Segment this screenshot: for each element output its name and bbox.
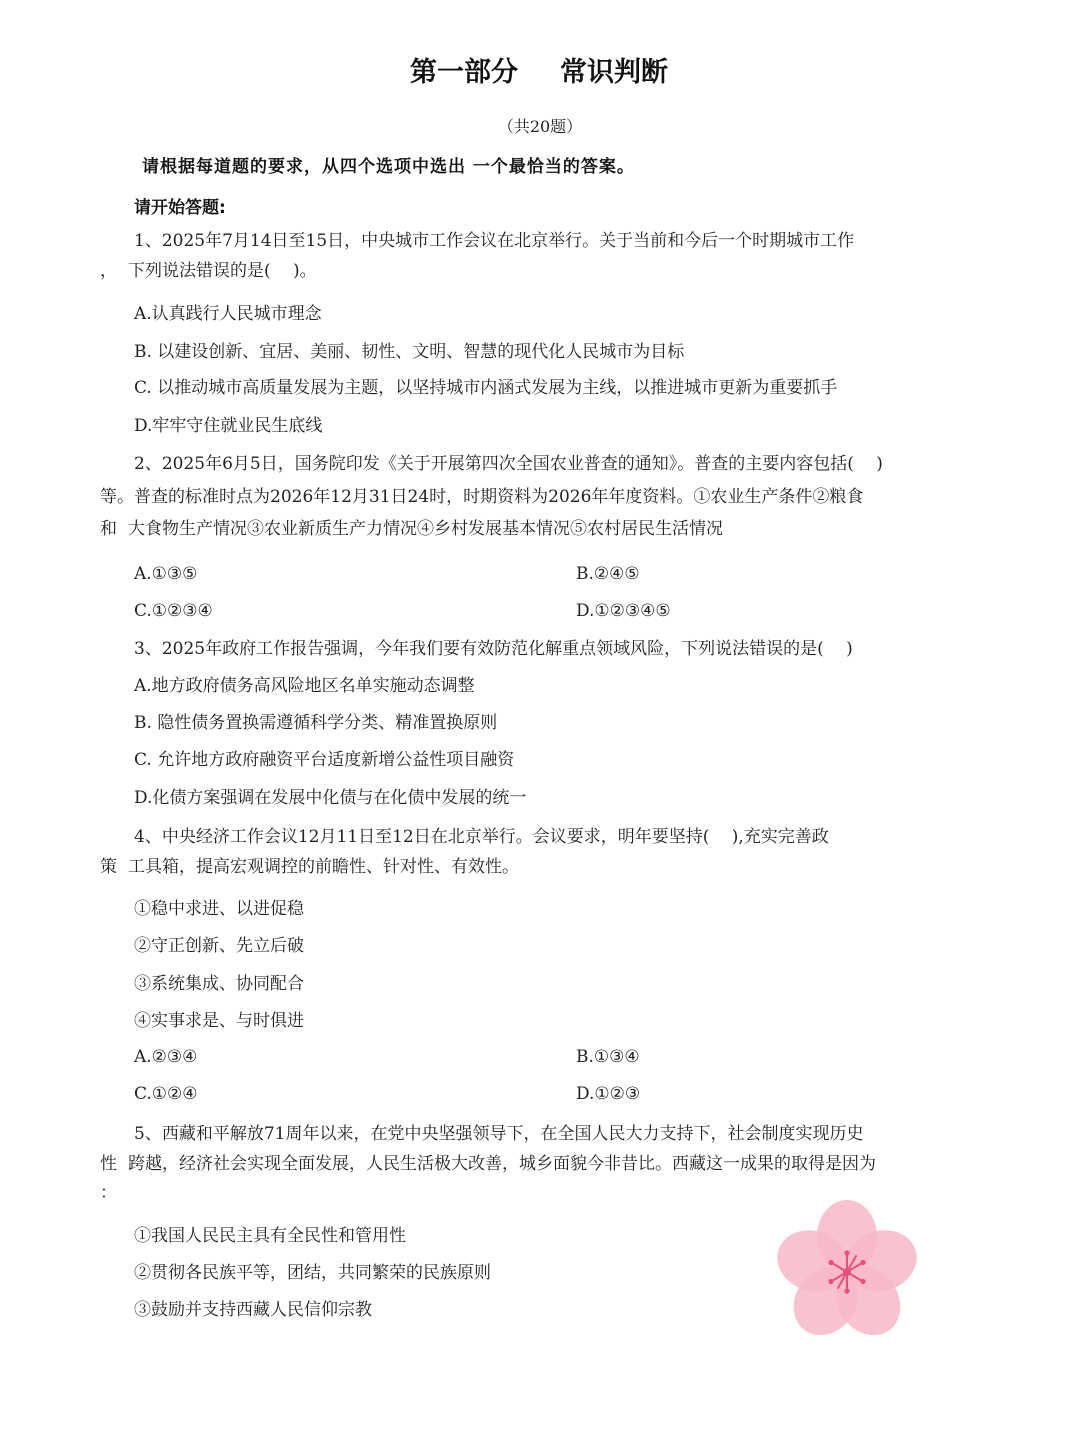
q2-stem-line3-lead: 和 — [100, 519, 117, 539]
q3-option-b: B. 隐性债务置换需遵循科学分类、精准置换原则 — [134, 713, 498, 733]
q1-option-a: A.认真践行人民城市理念 — [134, 304, 322, 324]
q4-option-c: C.①②④ — [134, 1084, 198, 1104]
q1-option-d: D.牢牢守住就业民生底线 — [134, 416, 323, 436]
q1-stem-line2-lead: ， — [100, 261, 117, 281]
q4-statement-3: ③系统集成、协同配合 — [134, 974, 304, 994]
q4-stem-line1: 4、中央经济工作会议12月11日至12日在北京举行。会议要求，明年要坚持( ),充实完善政 — [134, 827, 829, 847]
cherry-blossom-icon — [772, 1200, 922, 1350]
q4-stem-line2-lead: 策 — [100, 857, 117, 877]
q5-stem-line2: 跨越，经济社会实现全面发展，人民生活极大改善，城乡面貌今非昔比。西藏这一成果的取得是因为 — [128, 1154, 876, 1174]
q2-option-c: C.①②③④ — [134, 601, 213, 621]
q4-statement-2: ②守正创新、先立后破 — [134, 936, 304, 956]
q1-option-b: B. 以建设创新、宜居、美丽、韧性、文明、智慧的现代化人民城市为目标 — [134, 342, 685, 362]
q3-option-a: A.地方政府债务高风险地区名单实施动态调整 — [134, 676, 475, 696]
q5-statement-2: ②贯彻各民族平等，团结，共同繁荣的民族原则 — [134, 1263, 491, 1283]
q1-stem-line2: 下列说法错误的是( )。 — [128, 261, 317, 281]
q1-option-c: C. 以推动城市高质量发展为主题，以坚持城市内涵式发展为主线，以推进城市更新为重要抓手 — [134, 378, 838, 398]
q2-stem-line2: 等。普查的标准时点为2026年12月31日24时，时期资料为2026年年度资料。①农业生产条件②粮食 — [100, 487, 864, 507]
q3-stem-line1: 3、2025年政府工作报告强调，今年我们要有效防范化解重点领域风险，下列说法错误的是( ) — [134, 639, 853, 659]
start-label: 请开始答题: — [134, 198, 226, 218]
q4-option-b: B.①③④ — [576, 1047, 640, 1067]
q5-stem-line2-lead: 性 — [100, 1154, 117, 1174]
q4-option-a: A.②③④ — [134, 1047, 198, 1067]
q4-statement-4: ④实事求是、与时俱进 — [134, 1011, 304, 1031]
q2-stem-line3: 大食物生产情况③农业新质生产力情况④乡村发展基本情况⑤农村居民生活情况 — [128, 519, 723, 539]
q5-stem-line3: ： — [100, 1183, 117, 1203]
q5-statement-1: ①我国人民民主具有全民性和管用性 — [134, 1226, 406, 1246]
q4-option-d: D.①②③ — [576, 1084, 641, 1104]
q3-option-d: D.化债方案强调在发展中化债与在化债中发展的统一 — [134, 788, 527, 808]
q2-option-d: D.①②③④⑤ — [576, 601, 671, 621]
q2-option-a: A.①③⑤ — [134, 564, 198, 584]
q4-statement-1: ①稳中求进、以进促稳 — [134, 899, 304, 919]
q5-stem-line1: 5、西藏和平解放71周年以来，在党中央坚强领导下，在全国人民大力支持下，社会制度实现历史 — [134, 1124, 864, 1144]
q5-statement-3: ③鼓励并支持西藏人民信仰宗教 — [134, 1300, 372, 1320]
q3-option-c: C. 允许地方政府融资平台适度新增公益性项目融资 — [134, 750, 515, 770]
section-part: 第一部分 — [410, 57, 518, 88]
q4-stem-line2: 工具箱，提高宏观调控的前瞻性、针对性、有效性。 — [128, 857, 519, 877]
q1-stem-line1: 1、2025年7月14日至15日，中央城市工作会议在北京举行。关于当前和今后一个时期城市工作 — [134, 231, 855, 251]
q2-option-b: B.②④⑤ — [576, 564, 640, 584]
q2-stem-line1: 2、2025年6月5日，国务院印发《关于开展第四次全国农业普查的通知》。普查的主要内容包括( ) — [134, 454, 883, 474]
instruction-text: 请根据每道题的要求，从四个选项中选出 一个最恰当的答案。 — [142, 157, 635, 177]
section-title: 常识判断 — [560, 57, 668, 88]
question-count: （共20题） — [497, 117, 583, 136]
